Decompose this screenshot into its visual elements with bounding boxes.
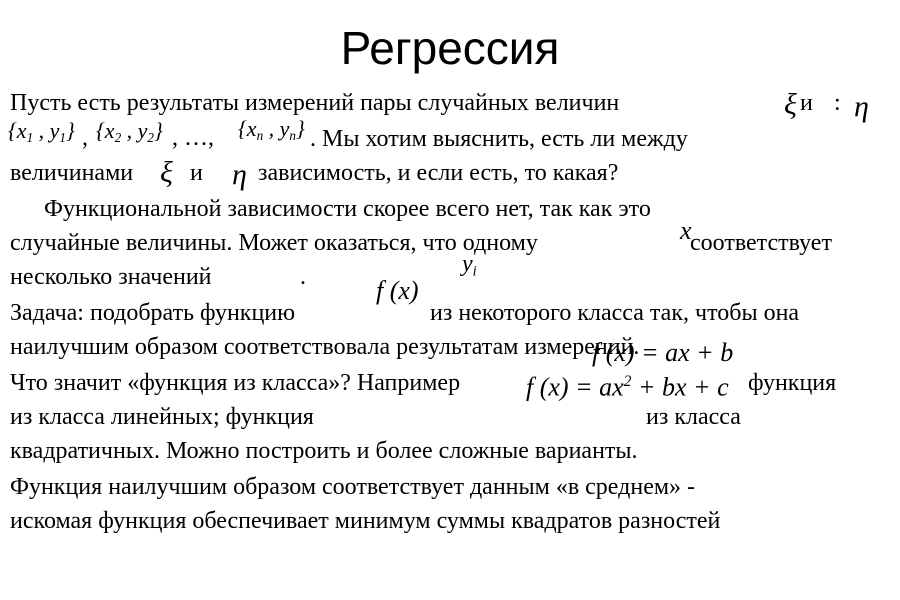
text-line-11: квадратичных. Можно построить и более сложные варианты. [10,438,638,464]
text-line-9b: функция [748,370,837,396]
formula-yi: $y_i$ [462,251,477,280]
formula-quadratic: f $(x) = ax^2$ + bx + c [526,372,729,402]
text-line-13: искомая функция обеспечивает минимум суммы квадратов разностей [10,508,721,534]
text-line-1-colon: : [834,90,841,116]
formula-pair-1: {$x_1$ , $y_1$} [8,118,75,145]
text-line-5b: соответствует [690,230,832,256]
formula-pair-2: {$x_2$ , $y_2$} [96,118,163,145]
text-line-6-dot: . [300,264,306,290]
text-line-10a: из класса линейных; функция [10,404,314,430]
text-line-9a: Что значит «функция из класса»? Например [10,370,461,396]
text-line-10b: из класса [646,404,741,430]
formula-x: x [680,216,692,245]
text-line-8: наилучшим образом соответствовала результатам измерений. [10,334,640,360]
formula-fx: f (x) [376,276,419,305]
formula-linear: f (x) = ax + b [592,338,734,367]
text-line-3a: величинами [10,160,134,186]
text-line-5a: случайные величины. Может оказаться, что одному [10,230,538,256]
formula-pair-n: {$x_n$ , $y_n$} [238,116,305,143]
text-line-12: Функция наилучшим образом соответствует данным «в среднем» - [10,474,696,500]
text-line-1: Пусть есть результаты измерений пары случайных величин [10,90,620,116]
formula-xi-2: ξ [160,156,173,189]
text-line-2: . Мы хотим выяснить, есть ли между [310,126,688,152]
formula-xi: ξ [784,88,797,121]
text-line-7b: из некоторого класса так, чтобы она [430,300,800,326]
text-line-1-and: и [800,90,813,116]
text-line-6: несколько значений [10,264,212,290]
text-line-3b: и [190,160,203,186]
text-line-4: Функциональной зависимости скорее всего нет, так как это [44,196,651,222]
slide-title: Регрессия [340,22,560,74]
text-dots: , …, [172,125,214,151]
text-line-3c: зависимость, и если есть, то какая? [258,160,619,186]
formula-eta: η [854,90,869,123]
text-comma: , [82,125,88,151]
text-line-7a: Задача: подобрать функцию [10,300,296,326]
formula-eta-2: η [232,158,247,191]
